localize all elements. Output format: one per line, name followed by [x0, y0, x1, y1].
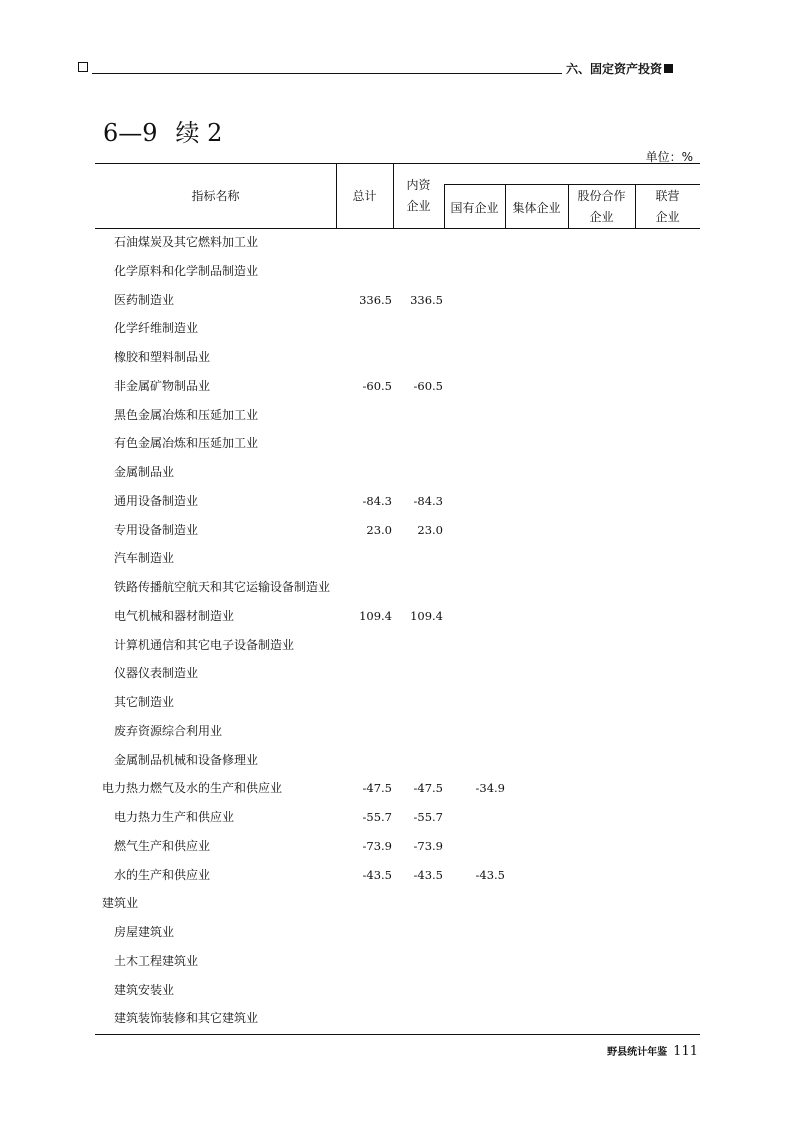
- row-label: 建筑安装业: [114, 982, 175, 997]
- table-row: [0, 376, 793, 396]
- table-row: [0, 232, 793, 252]
- cell-state: -34.9: [475, 781, 505, 796]
- header-square-icon: [78, 62, 88, 72]
- row-label: 金属制品业: [114, 465, 175, 479]
- row-label: 电气机械和器材制造业: [114, 608, 235, 623]
- cell-domestic: -47.5: [413, 781, 443, 796]
- table-row: [0, 462, 793, 482]
- table-row: [0, 951, 793, 971]
- table-row: [0, 433, 793, 453]
- row-label: 汽车制造业: [114, 551, 175, 566]
- row-label: 石油煤炭及其它燃料加工业: [114, 235, 259, 249]
- col-header-domestic-line2: 企业: [406, 199, 431, 213]
- row-label: 专用设备制造业: [114, 522, 199, 537]
- table-row: [0, 807, 793, 827]
- cell-total: -73.9: [362, 838, 392, 853]
- col-header-jointstock-line1: 股份合作: [577, 189, 626, 203]
- row-label: 土木工程建筑业: [114, 953, 199, 968]
- col-header-state: 国有企业: [450, 201, 499, 215]
- col-header-united-line1: 联营: [655, 189, 680, 203]
- col-header-name: 指标名称: [191, 189, 240, 203]
- table-row: [0, 980, 793, 1000]
- header-rule: [92, 73, 562, 74]
- table-row: [0, 778, 793, 798]
- table-row: [0, 318, 793, 338]
- table-row: [0, 290, 793, 310]
- row-label: 其它制造业: [114, 695, 175, 709]
- row-label: 计算机通信和其它电子设备制造业: [114, 637, 295, 652]
- row-label: 化学纤维制造业: [114, 321, 199, 336]
- cell-total: 23.0: [366, 522, 392, 537]
- table-row: [0, 750, 793, 770]
- table-row: [0, 405, 793, 425]
- row-label: 非金属矿物制品业: [114, 378, 211, 393]
- table-row: [0, 520, 793, 540]
- table-title: [103, 113, 222, 148]
- col-header-jointstock-line2: 企业: [589, 210, 614, 224]
- col-header-total: 总计: [352, 189, 377, 203]
- table-row: [0, 261, 793, 281]
- page-number: 111: [673, 1044, 698, 1059]
- cell-domestic: 23.0: [417, 522, 443, 537]
- cell-domestic: 109.4: [410, 608, 443, 623]
- row-label: 仪器仪表制造业: [114, 666, 199, 681]
- table-row: [0, 491, 793, 511]
- filled-square-icon: [664, 64, 673, 73]
- row-label: 建筑业: [102, 896, 139, 911]
- chapter-title: 六、固定资产投资: [566, 62, 663, 76]
- cell-total: 336.5: [359, 292, 392, 307]
- table-top-rule: [95, 163, 700, 164]
- table-row: [0, 548, 793, 568]
- row-label: 水的生产和供应业: [114, 867, 211, 882]
- table-row: [0, 1008, 793, 1028]
- table-row: [0, 577, 793, 597]
- cell-domestic: -55.7: [413, 810, 443, 824]
- unit-label: 单位：%: [645, 150, 693, 164]
- row-label: 通用设备制造业: [114, 493, 199, 508]
- cell-total: -84.3: [362, 493, 392, 508]
- table-row: [0, 836, 793, 856]
- table-row: [0, 721, 793, 741]
- row-label: 电力热力燃气及水的生产和供应业: [102, 781, 283, 796]
- row-label: 有色金属冶炼和压延加工业: [114, 436, 259, 451]
- cell-total: -55.7: [362, 810, 392, 824]
- cell-total: -43.5: [362, 867, 392, 882]
- row-label: 化学原料和化学制品制造业: [114, 263, 259, 278]
- cell-total: -47.5: [362, 781, 392, 796]
- table-continuation: 续 2: [175, 119, 223, 147]
- page-footer: [607, 1043, 698, 1059]
- row-label: 房屋建筑业: [114, 925, 175, 939]
- row-label: 橡胶和塑料制品业: [114, 350, 211, 364]
- row-label: 医药制造业: [114, 292, 175, 307]
- row-label: 废弃资源综合利用业: [114, 723, 223, 738]
- header-bottom-rule: [95, 228, 700, 229]
- cell-total: 109.4: [359, 608, 392, 623]
- row-label: 黑色金属冶炼和压延加工业: [114, 407, 259, 422]
- row-label: 电力热力生产和供应业: [114, 810, 235, 824]
- cell-domestic: -43.5: [413, 867, 443, 882]
- table-row: [0, 606, 793, 626]
- cell-domestic: -60.5: [413, 378, 443, 393]
- row-label: 铁路传播航空航天和其它运输设备制造业: [114, 580, 331, 594]
- col-header-domestic-line1: 内资: [406, 178, 431, 192]
- cell-total: -60.5: [362, 378, 392, 393]
- table-row: [0, 893, 793, 913]
- cell-domestic: -73.9: [413, 838, 443, 853]
- subheader-rule: [444, 184, 700, 185]
- row-label: 燃气生产和供应业: [114, 838, 211, 853]
- row-label: 金属制品机械和设备修理业: [114, 752, 259, 767]
- table-row: [0, 635, 793, 655]
- table-row: [0, 922, 793, 942]
- table-row: [0, 663, 793, 683]
- cell-domestic: 336.5: [410, 292, 443, 307]
- table-bottom-rule: [95, 1034, 700, 1035]
- table-row: [0, 865, 793, 885]
- col-header-collective: 集体企业: [512, 201, 561, 215]
- yearbook-name: 野县统计年鉴: [607, 1047, 668, 1058]
- chapter-header: [566, 60, 673, 77]
- col-header-united-line2: 企业: [655, 210, 680, 224]
- table-row: [0, 692, 793, 712]
- table-number: 6—9: [103, 119, 158, 147]
- table-row: [0, 347, 793, 367]
- cell-domestic: -84.3: [413, 493, 443, 508]
- cell-state: -43.5: [475, 867, 505, 882]
- row-label: 建筑装饰装修和其它建筑业: [114, 1011, 259, 1026]
